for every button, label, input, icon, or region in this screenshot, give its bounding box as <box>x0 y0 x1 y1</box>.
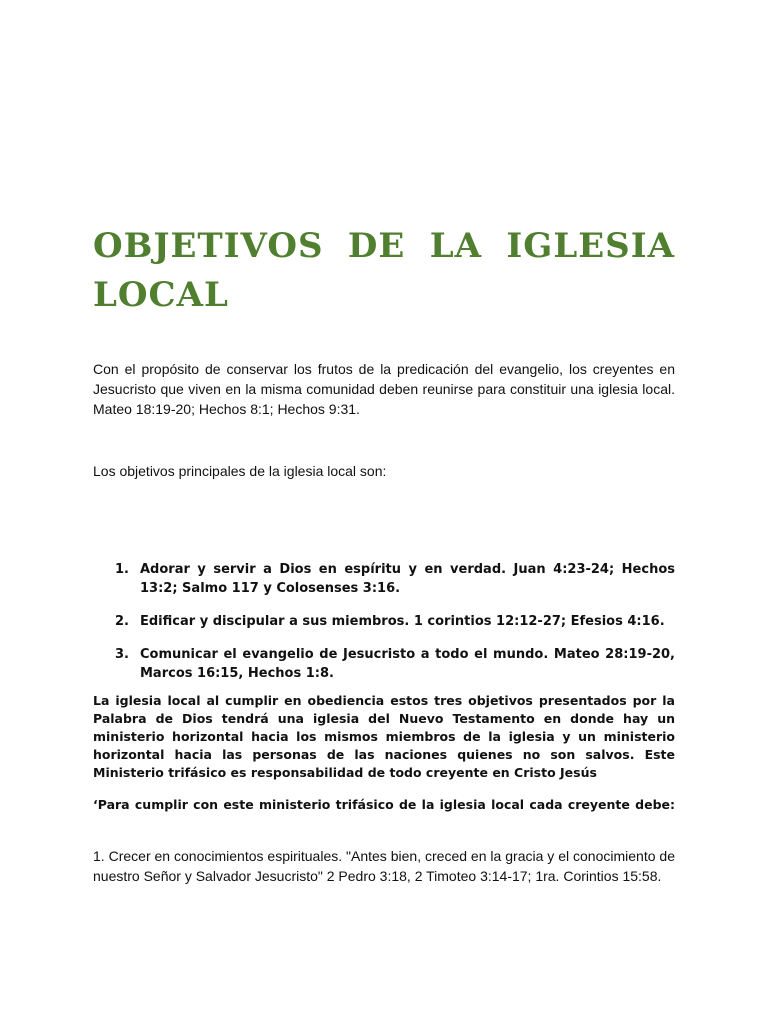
page-title <box>93 222 675 320</box>
summary-paragraph: La iglesia local al cumplir en obediencia estos tres objetivos presentados por la Palabra de Dios tendrá una iglesia del Nuevo Testamento en donde hay un ministerio horizontal hacia los mismos miembros de la iglesia y un ministerio horizontal hacia las personas de las naciones quienes no son salvos. Este Ministerio trifásico es responsabilidad de todo creyente en Cristo Jesús <box>93 693 675 780</box>
list-item-text: Comunicar el evangelio de Jesucristo a todo el mundo. Mateo 28:19-20, Marcos 16:15, Hechos 1:8. <box>140 647 675 681</box>
point-1-paragraph: 1. Crecer en conocimientos espirituales. "Antes bien, creced en la gracia y el conocimiento de nuestro Señor y Salvador Jesucristo" 2 Pedro 3:18, 2 Timoteo 3:14-17; 1ra. Corintios 15:58. <box>93 848 675 884</box>
title-line-1: OBJETIVOS DE LA IGLESIA <box>93 226 675 266</box>
list-item-number: 1. <box>115 562 129 577</box>
objectives-lead: Los objetivos principales de la iglesia local son: <box>93 463 387 479</box>
list-item-number: 3. <box>115 647 129 662</box>
intro-paragraph: Con el propósito de conservar los frutos de la predicación del evangelio, los creyentes en Jesucristo que viven en la misma comunidad deben reunirse para constituir una iglesia local. Mateo 18:19-20; Hechos 8:1; Hechos 9:31. <box>93 361 675 417</box>
callout-paragraph: ‘Para cumplir con este ministerio trifásico de la iglesia local cada creyente debe: <box>93 797 675 812</box>
list-item <box>93 645 675 683</box>
list-item-number: 2. <box>115 614 129 629</box>
objectives-list <box>93 560 675 697</box>
list-item-text: Adorar y servir a Dios en espíritu y en verdad. Juan 4:23-24; Hechos 13:2; Salmo 117 y Colosenses 3:16. <box>140 562 675 596</box>
list-item-text: Edificar y discipular a sus miembros. 1 corintios 12:12-27; Efesios 4:16. <box>140 614 665 629</box>
title-line-2: LOCAL <box>93 275 229 315</box>
list-item <box>93 612 675 631</box>
list-item <box>93 560 675 598</box>
